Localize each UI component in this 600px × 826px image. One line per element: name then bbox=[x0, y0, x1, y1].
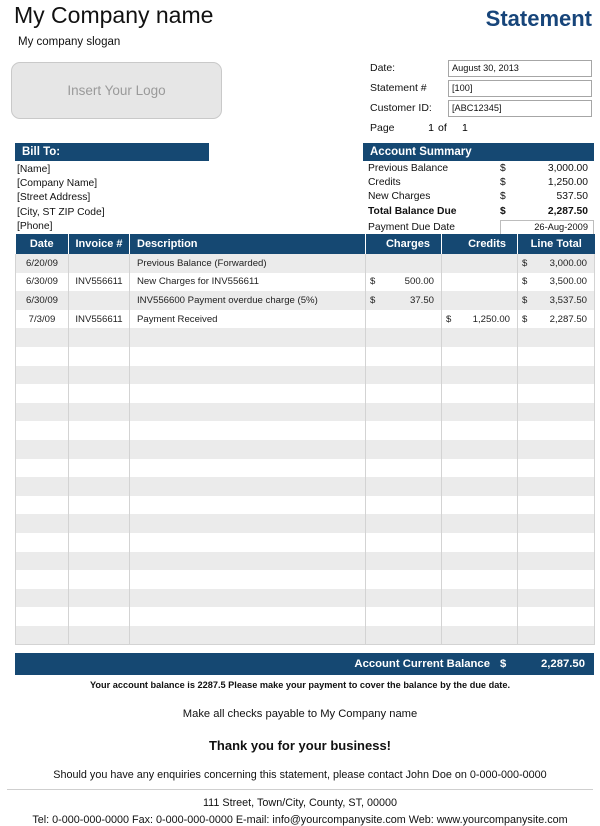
cell-date bbox=[16, 496, 69, 515]
date-field[interactable]: August 30, 2013 bbox=[448, 60, 592, 77]
document-footer bbox=[0, 680, 600, 826]
statement-meta-fields bbox=[370, 60, 592, 140]
cell-charges bbox=[366, 273, 442, 292]
account-summary-row-credits bbox=[363, 175, 594, 189]
cell-charges bbox=[366, 459, 442, 478]
row-label: New Charges bbox=[368, 191, 431, 203]
cell-credits bbox=[442, 384, 518, 403]
cell-line-total bbox=[518, 607, 595, 626]
row-amount: 2,287.50 bbox=[547, 205, 588, 217]
row-currency: $ bbox=[500, 177, 506, 189]
cell-credits bbox=[442, 570, 518, 589]
payment-due-date-field[interactable]: 26-Aug-2009 bbox=[500, 220, 594, 235]
table-row[interactable] bbox=[16, 384, 595, 403]
company-contact-info: Tel: 0-000-000-0000 Fax: 0-000-000-0000 E-mail: info@yourcompanysite.com Web: www.yourcompanysite.com bbox=[32, 814, 568, 826]
currency-symbol: $ bbox=[370, 294, 376, 306]
cell-invoice bbox=[69, 421, 130, 440]
cell-line-total bbox=[518, 403, 595, 422]
cell-credits bbox=[442, 328, 518, 347]
checks-payable-note: Make all checks payable to My Company name bbox=[182, 708, 418, 720]
cell-invoice bbox=[69, 403, 130, 422]
cell-invoice bbox=[69, 533, 130, 552]
cell-date bbox=[16, 459, 69, 478]
thank-you-note: Thank you for your business! bbox=[208, 738, 392, 753]
cell-charges bbox=[366, 533, 442, 552]
column-header-line-total[interactable]: Line Total bbox=[518, 234, 595, 254]
cell-line-total bbox=[518, 626, 595, 645]
row-label: Credits bbox=[368, 177, 401, 189]
customer-id-label: Customer ID: bbox=[370, 102, 432, 114]
cell-credits bbox=[442, 589, 518, 608]
cell-description: New Charges for INV556611 bbox=[130, 273, 366, 292]
cell-line-total bbox=[518, 533, 595, 552]
cell-charges bbox=[366, 589, 442, 608]
cell-invoice bbox=[69, 570, 130, 589]
statement-number-field[interactable]: [100] bbox=[448, 80, 592, 97]
amount-value: 500.00 bbox=[404, 276, 434, 288]
cell-invoice bbox=[69, 328, 130, 347]
cell-date: 6/30/09 bbox=[16, 291, 69, 310]
cell-description bbox=[130, 366, 366, 385]
table-row[interactable] bbox=[16, 607, 595, 626]
cell-line-total bbox=[518, 384, 595, 403]
customer-id-field[interactable]: [ABC12345] bbox=[448, 100, 592, 117]
cell-credits bbox=[442, 366, 518, 385]
cell-invoice bbox=[69, 291, 130, 310]
cell-date bbox=[16, 570, 69, 589]
row-label: Total Balance Due bbox=[368, 205, 457, 217]
cell-credits bbox=[442, 403, 518, 422]
cell-credits bbox=[442, 533, 518, 552]
company-name: My Company name bbox=[14, 2, 214, 28]
cell-description bbox=[130, 421, 366, 440]
cell-charges bbox=[366, 570, 442, 589]
table-row[interactable] bbox=[16, 459, 595, 478]
account-current-balance-amount: 2,287.50 bbox=[541, 658, 585, 670]
column-header-date[interactable]: Date bbox=[16, 234, 69, 254]
date-label: Date: bbox=[370, 62, 396, 74]
row-amount: 1,250.00 bbox=[547, 177, 588, 189]
table-row[interactable] bbox=[16, 403, 595, 422]
cell-line-total bbox=[518, 347, 595, 366]
row-label: Previous Balance bbox=[368, 162, 449, 174]
cell-line-total bbox=[518, 440, 595, 459]
account-summary-section bbox=[363, 143, 594, 235]
cell-description bbox=[130, 459, 366, 478]
cell-description: INV556600 Payment overdue charge (5%) bbox=[130, 291, 366, 310]
currency-symbol: $ bbox=[522, 257, 528, 269]
cell-line-total bbox=[518, 589, 595, 608]
cell-invoice bbox=[69, 440, 130, 459]
bill-to-line[interactable]: [Street Address] bbox=[17, 192, 91, 204]
cell-date bbox=[16, 384, 69, 403]
currency-symbol: $ bbox=[522, 294, 528, 306]
cell-date bbox=[16, 552, 69, 571]
cell-credits bbox=[442, 514, 518, 533]
row-amount: 537.50 bbox=[556, 191, 588, 203]
enquiries-note: Should you have any enquiries concerning this statement, please contact John Doe on 0-000-000-0000 bbox=[53, 769, 547, 781]
cell-invoice bbox=[69, 366, 130, 385]
cell-charges bbox=[366, 403, 442, 422]
cell-charges bbox=[366, 254, 442, 273]
table-row[interactable] bbox=[16, 273, 595, 292]
cell-line-total bbox=[518, 291, 595, 310]
table-row[interactable] bbox=[16, 626, 595, 645]
cell-credits bbox=[442, 552, 518, 571]
cell-invoice bbox=[69, 384, 130, 403]
row-currency: $ bbox=[500, 191, 506, 203]
cell-date bbox=[16, 477, 69, 496]
table-row[interactable] bbox=[16, 310, 595, 329]
currency-symbol: $ bbox=[522, 276, 528, 288]
table-body bbox=[16, 254, 595, 644]
cell-credits bbox=[442, 477, 518, 496]
account-current-balance-currency: $ bbox=[500, 658, 507, 670]
cell-description bbox=[130, 496, 366, 515]
meta-row-customer bbox=[370, 100, 592, 117]
account-summary-heading: Account Summary bbox=[363, 143, 594, 161]
cell-invoice bbox=[69, 347, 130, 366]
amount-value: 1,250.00 bbox=[472, 313, 510, 325]
cell-line-total bbox=[518, 459, 595, 478]
column-header-credits[interactable]: Credits bbox=[442, 234, 518, 254]
cell-credits bbox=[442, 254, 518, 273]
account-summary-row-payment-due-date bbox=[363, 220, 594, 235]
cell-date bbox=[16, 366, 69, 385]
cell-credits bbox=[442, 421, 518, 440]
cell-charges bbox=[366, 347, 442, 366]
cell-credits bbox=[442, 607, 518, 626]
cell-description bbox=[130, 440, 366, 459]
cell-charges bbox=[366, 552, 442, 571]
cell-credits bbox=[442, 310, 518, 329]
column-header-description[interactable]: Description bbox=[130, 234, 366, 254]
currency-symbol: $ bbox=[522, 313, 528, 325]
cell-credits bbox=[442, 347, 518, 366]
cell-charges bbox=[366, 626, 442, 645]
table-row[interactable] bbox=[16, 552, 595, 571]
cell-credits bbox=[442, 273, 518, 292]
table-row[interactable] bbox=[16, 533, 595, 552]
account-current-balance-label: Account Current Balance bbox=[354, 658, 490, 670]
cell-credits bbox=[442, 459, 518, 478]
table-row[interactable] bbox=[16, 514, 595, 533]
cell-date bbox=[16, 421, 69, 440]
cell-line-total bbox=[518, 570, 595, 589]
cell-description bbox=[130, 328, 366, 347]
cell-description bbox=[130, 570, 366, 589]
table-row[interactable] bbox=[16, 570, 595, 589]
cell-charges bbox=[366, 384, 442, 403]
cell-date bbox=[16, 328, 69, 347]
cell-charges bbox=[366, 477, 442, 496]
document-header bbox=[0, 0, 600, 138]
bill-to-address-lines bbox=[15, 161, 209, 234]
cell-date bbox=[16, 440, 69, 459]
cell-line-total bbox=[518, 477, 595, 496]
cell-description: Payment Received bbox=[130, 310, 366, 329]
cell-line-total bbox=[518, 310, 595, 329]
row-amount: 3,000.00 bbox=[547, 162, 588, 174]
amount-value: 3,537.50 bbox=[549, 294, 587, 306]
cell-line-total bbox=[518, 328, 595, 347]
cell-charges bbox=[366, 328, 442, 347]
row-currency: $ bbox=[500, 205, 506, 217]
footer-divider bbox=[7, 789, 593, 790]
table-row[interactable] bbox=[16, 589, 595, 608]
table-header-row bbox=[16, 234, 595, 254]
cell-description bbox=[130, 477, 366, 496]
cell-date: 6/20/09 bbox=[16, 254, 69, 273]
table-row[interactable] bbox=[16, 328, 595, 347]
company-address: 111 Street, Town/City, County, ST, 00000 bbox=[202, 797, 398, 809]
cell-charges bbox=[366, 514, 442, 533]
cell-date bbox=[16, 607, 69, 626]
amount-value: 2,287.50 bbox=[549, 313, 587, 325]
cell-date bbox=[16, 589, 69, 608]
cell-invoice bbox=[69, 589, 130, 608]
balance-note: Your account balance is 2287.5 Please make your payment to cover the balance by the due date. bbox=[89, 680, 511, 690]
table-row[interactable] bbox=[16, 366, 595, 385]
amount-value: 3,500.00 bbox=[549, 276, 587, 288]
cell-date bbox=[16, 347, 69, 366]
cell-date bbox=[16, 403, 69, 422]
column-header-invoice[interactable]: Invoice # bbox=[69, 234, 130, 254]
table-row[interactable] bbox=[16, 421, 595, 440]
cell-date bbox=[16, 514, 69, 533]
cell-line-total bbox=[518, 496, 595, 515]
cell-description bbox=[130, 347, 366, 366]
cell-charges bbox=[366, 291, 442, 310]
cell-line-total bbox=[518, 366, 595, 385]
account-summary-row-total-balance-due bbox=[363, 204, 594, 218]
cell-date: 6/30/09 bbox=[16, 273, 69, 292]
account-summary-row-new-charges bbox=[363, 190, 594, 204]
cell-invoice: INV556611 bbox=[69, 273, 130, 292]
cell-description bbox=[130, 589, 366, 608]
cell-charges bbox=[366, 421, 442, 440]
statement-number-label: Statement # bbox=[370, 82, 427, 94]
table-row[interactable] bbox=[16, 477, 595, 496]
cell-description bbox=[130, 403, 366, 422]
account-summary-row-previous-balance bbox=[363, 161, 594, 175]
cell-credits bbox=[442, 291, 518, 310]
meta-row-statement bbox=[370, 80, 592, 97]
cell-invoice bbox=[69, 459, 130, 478]
logo-placeholder-label: Insert Your Logo bbox=[67, 83, 166, 98]
currency-symbol: $ bbox=[370, 276, 376, 288]
cell-invoice: INV556611 bbox=[69, 310, 130, 329]
table-row[interactable] bbox=[16, 496, 595, 515]
account-current-balance-bar bbox=[15, 653, 594, 675]
cell-description bbox=[130, 533, 366, 552]
cell-description bbox=[130, 552, 366, 571]
cell-charges bbox=[366, 310, 442, 329]
cell-invoice bbox=[69, 254, 130, 273]
cell-invoice bbox=[69, 626, 130, 645]
cell-credits bbox=[442, 626, 518, 645]
meta-row-date bbox=[370, 60, 592, 77]
bill-to-line[interactable]: [City, ST ZIP Code] bbox=[17, 206, 105, 218]
row-currency: $ bbox=[500, 162, 506, 174]
logo-placeholder[interactable] bbox=[11, 62, 222, 119]
cell-invoice bbox=[69, 514, 130, 533]
statement-line-items-table bbox=[15, 234, 595, 645]
cell-line-total bbox=[518, 552, 595, 571]
cell-description bbox=[130, 514, 366, 533]
bill-to-line[interactable]: [Name] bbox=[17, 164, 51, 175]
cell-line-total bbox=[518, 514, 595, 533]
cell-description bbox=[130, 626, 366, 645]
page-total: 1 bbox=[462, 122, 468, 134]
currency-symbol: $ bbox=[446, 313, 452, 325]
column-header-charges[interactable]: Charges bbox=[366, 234, 442, 254]
cell-description: Previous Balance (Forwarded) bbox=[130, 254, 366, 273]
table-row[interactable] bbox=[16, 291, 595, 310]
cell-invoice bbox=[69, 607, 130, 626]
page-title: Statement bbox=[485, 6, 592, 31]
cell-charges bbox=[366, 496, 442, 515]
cell-line-total bbox=[518, 254, 595, 273]
cell-credits bbox=[442, 496, 518, 515]
amount-value: 3,000.00 bbox=[549, 257, 587, 269]
cell-description bbox=[130, 384, 366, 403]
page-number: 1 bbox=[428, 122, 434, 134]
cell-date: 7/3/09 bbox=[16, 310, 69, 329]
cell-invoice bbox=[69, 552, 130, 571]
meta-row-page bbox=[370, 120, 592, 137]
cell-charges bbox=[366, 607, 442, 626]
page-of-label: of bbox=[438, 122, 447, 134]
company-slogan: My company slogan bbox=[18, 36, 121, 48]
cell-charges bbox=[366, 440, 442, 459]
bill-to-section bbox=[15, 143, 209, 234]
cell-line-total bbox=[518, 273, 595, 292]
cell-date bbox=[16, 533, 69, 552]
table-row[interactable] bbox=[16, 440, 595, 459]
bill-to-line[interactable]: [Phone] bbox=[17, 220, 53, 232]
bill-to-heading: Bill To: bbox=[15, 143, 209, 161]
table-header bbox=[16, 234, 595, 254]
page-label: Page bbox=[370, 122, 395, 134]
table-row[interactable] bbox=[16, 254, 595, 273]
payment-due-date-label: Payment Due Date bbox=[368, 221, 455, 233]
cell-line-total bbox=[518, 421, 595, 440]
cell-credits bbox=[442, 440, 518, 459]
bill-to-line[interactable]: [Company Name] bbox=[17, 178, 98, 190]
cell-date bbox=[16, 626, 69, 645]
cell-invoice bbox=[69, 477, 130, 496]
amount-value: 37.50 bbox=[409, 294, 434, 306]
table-row[interactable] bbox=[16, 347, 595, 366]
cell-invoice bbox=[69, 496, 130, 515]
cell-charges bbox=[366, 366, 442, 385]
cell-description bbox=[130, 607, 366, 626]
